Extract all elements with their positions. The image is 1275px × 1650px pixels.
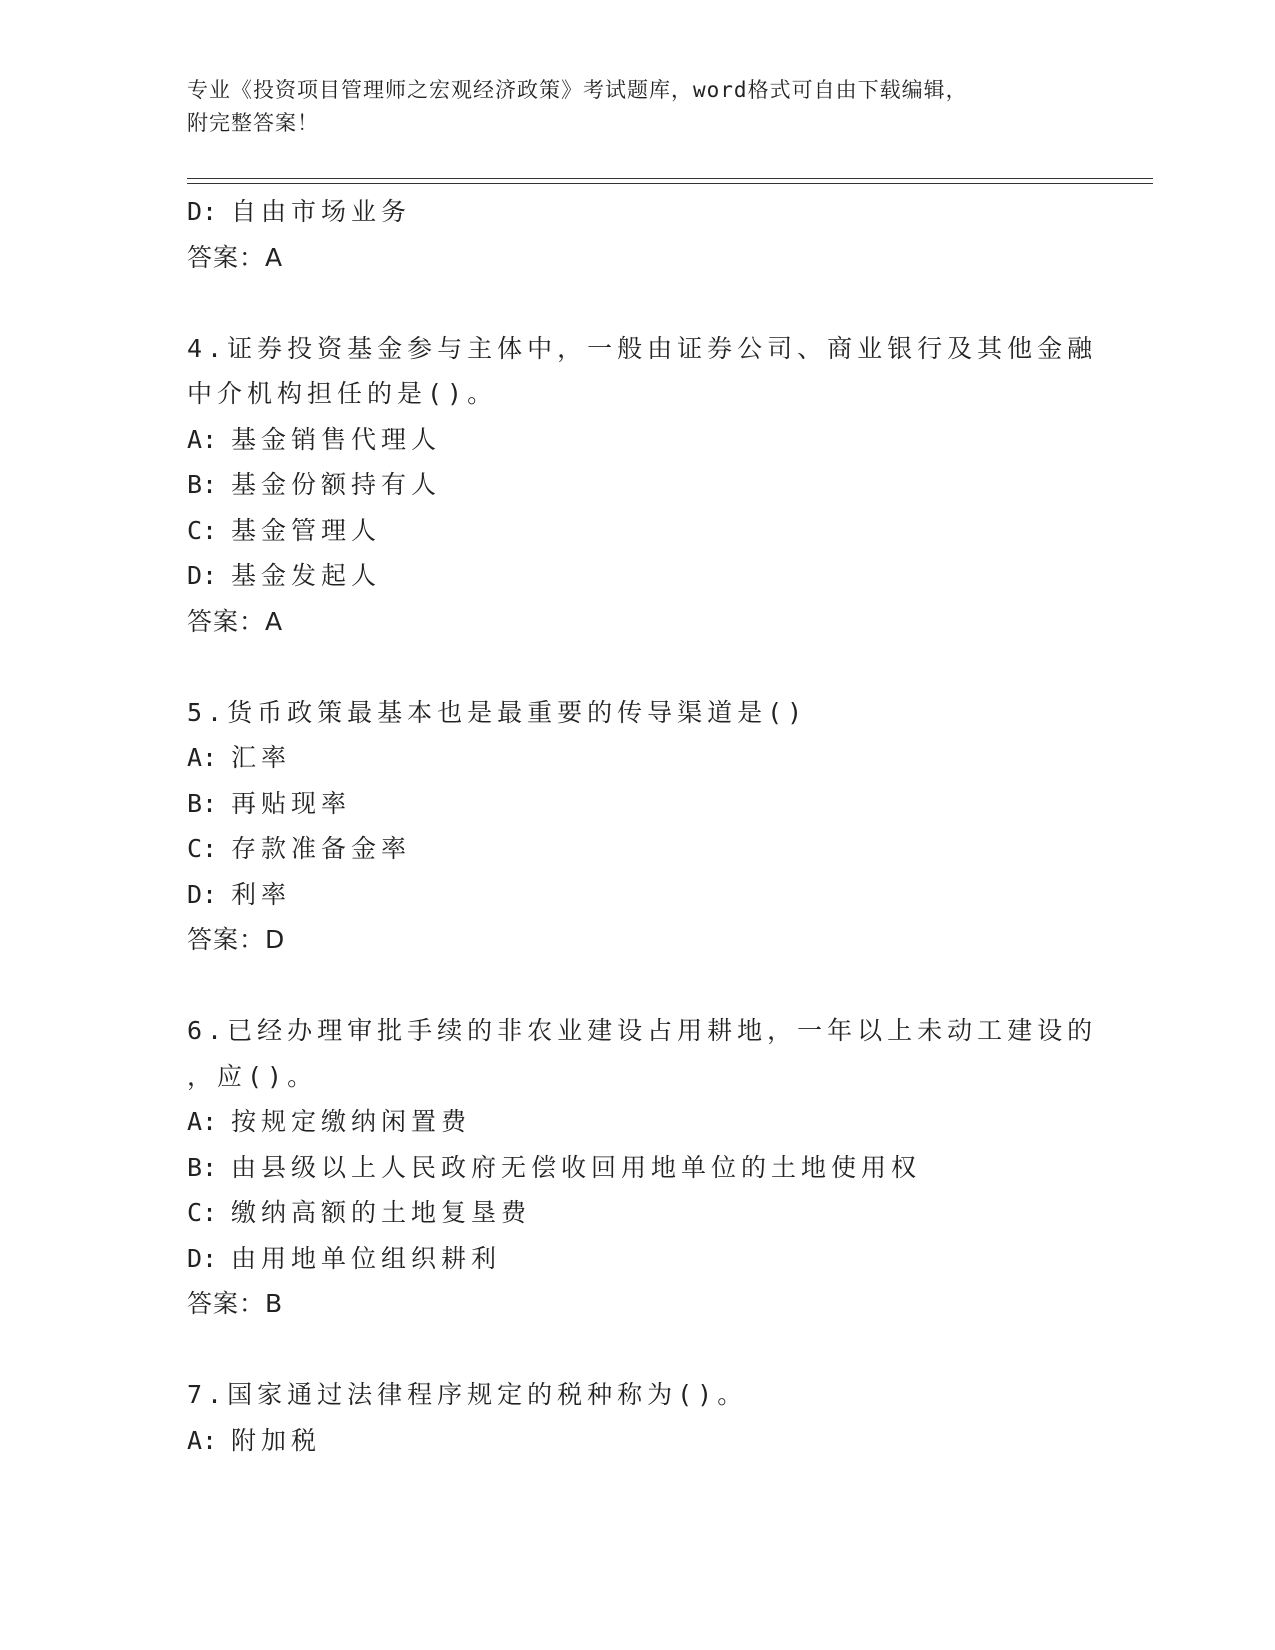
option-letter: A: (187, 424, 218, 454)
option-letter: B: (187, 1152, 218, 1182)
spacer (187, 644, 1087, 690)
option-letter: A: (187, 743, 218, 772)
question-stem: 4.证券投资基金参与主体中，一般由证券公司、商业银行及其他金融 (187, 333, 1098, 363)
header-line-1: 专业《投资项目管理师之宏观经济政策》考试题库，word格式可自由下载编辑， (187, 78, 968, 102)
document-body (187, 189, 1098, 1463)
question-stem: 6.已经办理审批手续的非农业建设占用耕地，一年以上未动工建设的 (187, 1016, 1098, 1045)
option-text: 基金管理人 (231, 515, 382, 545)
spacer (187, 1327, 1087, 1373)
option-b (187, 781, 1087, 827)
option-letter: D: (187, 197, 218, 226)
option-letter: C: (187, 1198, 218, 1227)
option-text: 利率 (231, 879, 292, 909)
option-c (187, 826, 1087, 872)
answer: 答案：D (187, 925, 286, 954)
option-letter: A: (187, 1107, 218, 1136)
question-stem: 5.货币政策最基本也是最重要的传导渠道是() (187, 697, 808, 727)
question-stem-continued: 中介机构担任的是()。 (187, 379, 498, 408)
option-d (187, 189, 1087, 235)
option-d (187, 553, 1087, 599)
option-text: 汇率 (231, 743, 292, 772)
question-5 (187, 690, 1087, 963)
question-6 (187, 1008, 1098, 1327)
option-text: 基金发起人 (231, 561, 382, 590)
option-letter: C: (187, 515, 218, 545)
option-text: 由县级以上人民政府无偿收回用地单位的土地使用权 (231, 1152, 922, 1182)
question-stem: 7.国家通过法律程序规定的税种称为()。 (187, 1380, 748, 1409)
option-text: 基金份额持有人 (231, 470, 442, 499)
spacer (187, 280, 1087, 326)
option-text: 存款准备金率 (231, 834, 412, 863)
option-text: 由用地单位组织耕利 (231, 1243, 502, 1273)
option-b (187, 462, 1087, 508)
option-a (187, 417, 1087, 463)
option-text: 基金销售代理人 (231, 424, 442, 454)
option-letter: C: (187, 834, 218, 863)
question-4 (187, 326, 1098, 645)
option-c (187, 1190, 1087, 1236)
option-letter: B: (187, 470, 218, 499)
option-letter: D: (187, 561, 218, 590)
option-c (187, 508, 1087, 554)
option-text: 按规定缴纳闲置费 (231, 1107, 472, 1136)
option-text: 自由市场业务 (231, 197, 412, 226)
header-rule-top (187, 178, 1153, 179)
option-letter: B: (187, 788, 218, 818)
spacer (187, 963, 1087, 1009)
header-line-2: 附完整答案！ (187, 111, 319, 135)
option-text: 再贴现率 (231, 788, 352, 818)
option-letter: D: (187, 1243, 218, 1273)
document-header (187, 74, 1087, 140)
option-text: 附加税 (231, 1425, 322, 1455)
option-a (187, 735, 1087, 781)
option-letter: D: (187, 879, 218, 909)
answer: 答案：A (187, 606, 284, 636)
question-7 (187, 1372, 1087, 1463)
option-a (187, 1418, 1087, 1464)
option-letter: A: (187, 1425, 218, 1455)
answer: 答案：B (187, 1289, 284, 1318)
option-d (187, 1236, 1087, 1282)
option-d (187, 872, 1087, 918)
option-a (187, 1099, 1087, 1145)
answer: 答案：A (187, 242, 284, 272)
option-text: 缴纳高额的土地复垦费 (231, 1198, 532, 1227)
option-b (187, 1145, 1087, 1191)
question-stem-continued: ，应()。 (187, 1061, 318, 1091)
header-rule-bottom (187, 183, 1153, 184)
